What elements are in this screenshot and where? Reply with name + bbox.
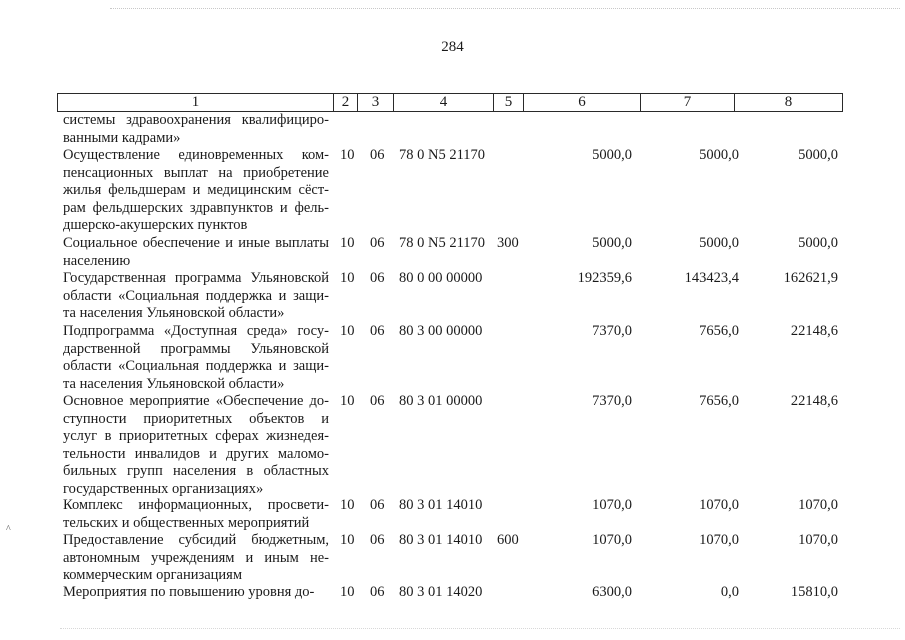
description-line: рам фельдшерских здравпунктов и фель-	[63, 199, 329, 216]
description-line: Социальное обеспечение и иные выплаты	[63, 235, 329, 251]
description-line: бильных групп населения в областных	[63, 463, 329, 479]
scan-artifact-top	[110, 8, 900, 10]
cell-col-8: 15810,0	[790, 584, 838, 600]
description-line: пенсационных выплат на приобретение	[63, 164, 329, 181]
table-header-row	[57, 93, 843, 112]
cell-col-2: 10	[340, 270, 355, 286]
cell-col-6: 5000,0	[592, 147, 632, 163]
header-col-2: 2	[334, 94, 358, 111]
description-line: ванными кадрами»	[63, 129, 181, 146]
description-line: области «Социальная поддержка и защи-	[63, 358, 329, 374]
cell-col-6: 7370,0	[592, 393, 632, 409]
cell-col-2: 10	[340, 393, 355, 409]
row-description	[63, 323, 329, 393]
cell-col-8: 1070,0	[798, 532, 838, 548]
cell-col-3: 06	[370, 532, 385, 548]
cell-col-4: 80 0 00 00000	[399, 270, 483, 286]
cell-col-6: 5000,0	[592, 235, 632, 251]
description-line: тельских и общественных мероприятий	[63, 514, 310, 531]
cell-col-7: 7656,0	[699, 393, 739, 409]
cell-col-8: 5000,0	[798, 147, 838, 163]
description-line: Комплекс информационных, просвети-	[63, 497, 329, 513]
description-line: Основное мероприятие «Обеспечение до-	[63, 393, 329, 409]
cell-col-2: 10	[340, 584, 355, 600]
cell-col-3: 06	[370, 584, 385, 600]
description-line: Подпрограмма «Доступная среда» госу-	[63, 323, 329, 339]
page-number: 284	[441, 39, 464, 55]
description-line: Осуществление единовременных ком-	[63, 147, 329, 163]
cell-col-7: 5000,0	[699, 147, 739, 163]
row-description	[63, 147, 329, 235]
row-description	[63, 393, 329, 498]
description-line: дшерско-акушерских пунктов	[63, 217, 248, 233]
cell-col-4: 80 3 01 14020	[399, 584, 483, 600]
header-col-4: 4	[394, 94, 494, 111]
description-line: населению	[63, 252, 131, 269]
cell-col-3: 06	[370, 323, 385, 339]
cell-col-3: 06	[370, 147, 385, 163]
cell-col-8: 5000,0	[798, 235, 838, 251]
cell-col-8: 22148,6	[790, 393, 838, 409]
cell-col-7: 1070,0	[699, 532, 739, 548]
cell-col-4: 80 3 01 14010	[399, 532, 483, 548]
cell-col-2: 10	[340, 235, 355, 251]
description-line: Мероприятия по повышению уровня до-	[63, 584, 315, 600]
description-line: Предоставление субсидий бюджетным,	[63, 532, 329, 548]
row-description	[63, 112, 329, 147]
header-col-7: 7	[641, 94, 735, 111]
cell-col-7: 5000,0	[699, 235, 739, 251]
row-description	[63, 270, 329, 323]
cell-col-2: 10	[340, 532, 355, 548]
cell-col-7: 143423,4	[684, 270, 739, 286]
row-description	[63, 532, 329, 585]
row-description	[63, 584, 329, 602]
cell-col-6: 192359,6	[577, 270, 632, 286]
cell-col-2: 10	[340, 147, 355, 163]
header-col-5: 5	[494, 94, 524, 111]
cell-col-3: 06	[370, 270, 385, 286]
cell-col-5: 300	[497, 235, 519, 251]
header-col-3: 3	[358, 94, 394, 111]
cell-col-6: 1070,0	[592, 532, 632, 548]
description-line: системы здравоохранения квалифициро-	[63, 112, 329, 128]
cell-col-6: 7370,0	[592, 323, 632, 339]
cell-col-8: 1070,0	[798, 497, 838, 513]
cell-col-4: 80 3 01 14010	[399, 497, 483, 513]
cell-col-4: 78 0 N5 21170	[399, 235, 486, 251]
cell-col-6: 6300,0	[592, 584, 632, 600]
cell-col-7: 7656,0	[699, 323, 739, 339]
description-line: автономным учреждениям и иным не-	[63, 549, 329, 566]
cell-col-2: 10	[340, 323, 355, 339]
header-col-1: 1	[58, 94, 334, 111]
description-line: тельности инвалидов и других маломо-	[63, 445, 329, 462]
description-line: услуг в приоритетных сферах жизнедея-	[63, 428, 329, 444]
cell-col-4: 78 0 N5 21170	[399, 147, 486, 163]
description-line: жилья фельдшерам и медицинским сёст-	[63, 182, 329, 198]
description-line: государственных организациях»	[63, 480, 264, 497]
cell-col-7: 0,0	[720, 584, 739, 600]
cell-col-4: 80 3 00 00000	[399, 323, 483, 339]
cell-col-8: 162621,9	[783, 270, 838, 286]
cell-col-7: 1070,0	[699, 497, 739, 513]
cell-col-3: 06	[370, 235, 385, 251]
cell-col-2: 10	[340, 497, 355, 513]
header-col-6: 6	[524, 94, 641, 111]
cell-col-3: 06	[370, 393, 385, 409]
description-line: Государственная программа Ульяновской	[63, 270, 329, 286]
header-col-8: 8	[784, 94, 793, 110]
description-line: та населения Ульяновской области»	[63, 305, 285, 321]
scan-artifact-bottom	[60, 628, 900, 630]
cell-col-3: 06	[370, 497, 385, 513]
description-line: та населения Ульяновской области»	[63, 375, 285, 392]
cell-col-4: 80 3 01 00000	[399, 393, 483, 409]
description-line: коммерческим организациям	[63, 567, 243, 583]
description-line: ступности приоритетных объектов и	[63, 410, 329, 427]
description-line: области «Социальная поддержка и защи-	[63, 287, 329, 304]
description-line: дарственной программы Ульяновской	[63, 340, 329, 357]
margin-mark: ^	[6, 524, 11, 535]
cell-col-5: 600	[497, 532, 519, 548]
cell-col-8: 22148,6	[790, 323, 838, 339]
cell-col-6: 1070,0	[592, 497, 632, 513]
row-description	[63, 497, 329, 532]
row-description	[63, 235, 329, 270]
